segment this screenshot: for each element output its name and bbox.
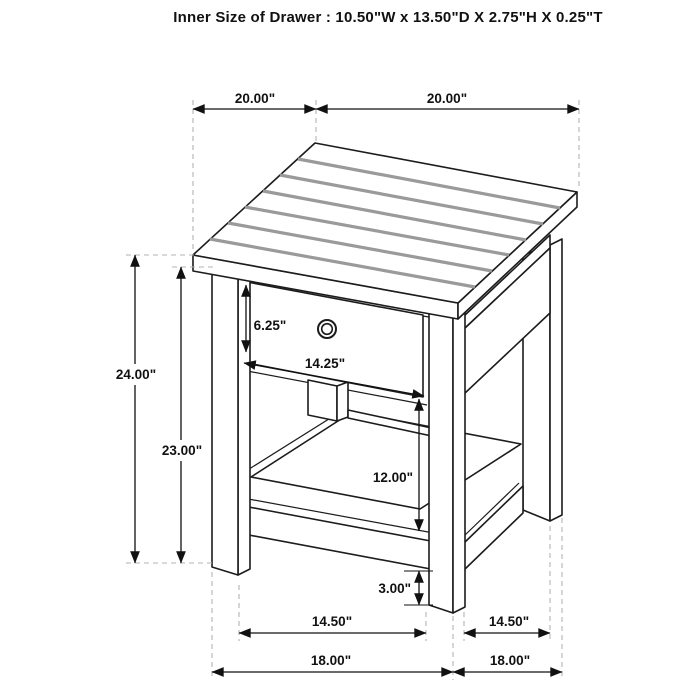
diagram-title: Inner Size of Drawer : 10.50"W x 13.50"D X 2.75"H X 0.25"T (173, 9, 603, 26)
front-leg (429, 313, 465, 613)
dim-label: 23.00" (161, 443, 203, 458)
dim-label: 12.00" (372, 470, 413, 485)
dim-label: 3.00" (378, 581, 411, 596)
dim-label: 6.25" (253, 318, 287, 333)
shelf-lip-front (238, 505, 452, 573)
dim-overall-height (109, 255, 215, 563)
dim-label: 20.00" (426, 91, 468, 106)
lower-shelf (238, 407, 523, 573)
dim-label: 20.00" (234, 91, 276, 106)
dim-label: 14.50" (488, 614, 530, 629)
dim-shelf-base-height (378, 571, 433, 605)
dim-label: 18.00" (310, 653, 352, 668)
dim-label: 24.00" (115, 367, 157, 382)
dim-label: 18.00" (489, 653, 531, 668)
dim-height-below-top (155, 267, 214, 563)
dim-label: 14.25" (304, 356, 346, 371)
left-leg (212, 273, 250, 575)
glide-block (308, 380, 337, 421)
table-drawing (193, 143, 577, 613)
dim-label: 14.50" (311, 614, 353, 629)
